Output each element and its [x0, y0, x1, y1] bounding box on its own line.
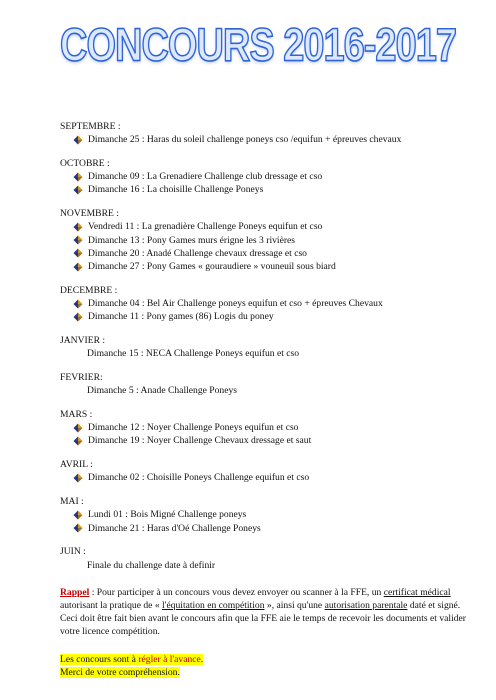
month-section: [60, 157, 470, 197]
event-text: Dimanche 21 : Haras d'Oé Challenge Poneys: [88, 522, 261, 534]
event-list: [60, 384, 470, 397]
thanks-text: Merci de votre compréhension.: [60, 666, 180, 678]
month-label: AVRIL :: [60, 459, 93, 471]
competition-riding-text: l'équitation en compétition: [162, 600, 265, 612]
month-section: [60, 458, 470, 484]
event-list: [60, 170, 470, 196]
pay-in-advance-text: régler à l'avance: [138, 653, 201, 665]
reminder-paragraph: [60, 586, 470, 639]
month-section: [60, 495, 470, 535]
event-item: [60, 434, 470, 447]
event-text: Dimanche 09 : La Grenadiere Challenge club dressage et cso: [88, 171, 323, 183]
event-text: Vendredi 11 : La grenadière Challenge Poneys equifun et cso: [88, 221, 323, 233]
arrow-bullet-icon: [73, 473, 83, 483]
month-label: OCTOBRE :: [60, 158, 110, 169]
event-list: [60, 133, 470, 146]
event-item: [60, 471, 470, 484]
event-text: Dimanche 13 : Pony Games murs érigne les 3 rivières: [88, 234, 296, 246]
event-text: Dimanche 15 : NECA Challenge Poneys equifun et cso: [87, 348, 300, 360]
event-list: [60, 347, 470, 360]
event-list: [60, 297, 470, 323]
month-section: [60, 408, 470, 448]
event-text: Dimanche 25 : Haras du soleil challenge poneys cso /equifun + épreuves chevaux: [88, 134, 402, 146]
month-label: JANVIER :: [60, 335, 106, 347]
parental-authorization-text: autorisation parentale: [324, 600, 408, 612]
month-label: MAI :: [60, 496, 84, 508]
event-list: [60, 471, 470, 484]
payment-note-text: Les concours sont à: [60, 653, 139, 665]
arrow-bullet-icon: [73, 312, 83, 322]
event-text: Finale du challenge date à definir: [87, 559, 216, 571]
event-item: [60, 247, 470, 260]
event-text: Dimanche 27 : Pony Games « gouraudiere » vouneuil sous biard: [88, 261, 336, 273]
event-item: [60, 559, 470, 572]
event-list: [60, 421, 470, 447]
month-section: [60, 120, 470, 146]
arrow-bullet-icon: [73, 185, 83, 195]
event-item: [60, 347, 470, 360]
page-title: CONCOURS 2016-2017: [60, 20, 456, 72]
month-section: [60, 334, 470, 360]
title-area: [0, 20, 496, 80]
arrow-bullet-icon: [73, 436, 83, 446]
reminder-text: : Pour participer à un concours vous devez envoyer ou scanner à la FFE, un: [89, 586, 384, 598]
event-text: Dimanche 20 : Anadé Challenge chevaux dressage et cso: [88, 247, 307, 259]
event-item: [60, 234, 470, 247]
reminder-text: autorisant la pratique de «: [60, 600, 163, 612]
month-label: DECEMBRE :: [60, 284, 118, 296]
month-label: MARS :: [60, 409, 93, 421]
arrow-bullet-icon: [73, 222, 83, 232]
event-item: [60, 310, 470, 323]
month-label: JUIN :: [60, 546, 86, 558]
month-label: SEPTEMBRE :: [60, 121, 121, 132]
arrow-bullet-icon: [73, 172, 83, 182]
reminder-keyword: Rappel: [60, 586, 90, 598]
month-section: [60, 207, 470, 273]
month-label: NOVEMBRE :: [60, 208, 119, 220]
event-text: Dimanche 11 : Pony games (86) Logis du poney: [88, 311, 274, 323]
arrow-bullet-icon: [73, 262, 83, 272]
reminder-text: », ainsi qu'une: [264, 600, 325, 612]
event-item: [60, 384, 470, 397]
event-item: [60, 421, 470, 434]
arrow-bullet-icon: [73, 523, 83, 533]
event-text: Dimanche 12 : Noyer Challenge Poneys equifun et cso: [88, 422, 299, 434]
event-item: [60, 170, 470, 183]
month-section: [60, 371, 470, 397]
event-item: [60, 183, 470, 196]
event-text: Dimanche 16 : La choisille Challenge Poneys: [88, 184, 264, 196]
event-item: [60, 297, 470, 310]
schedule-content: [60, 120, 470, 679]
arrow-bullet-icon: [73, 510, 83, 520]
month-section: [60, 284, 470, 324]
event-item: [60, 260, 470, 273]
payment-note-text: .: [200, 653, 204, 665]
event-text: Dimanche 04 : Bel Air Challenge poneys equifun et cso + épreuves Chevaux: [88, 298, 383, 310]
arrow-bullet-icon: [73, 423, 83, 433]
event-item: [60, 133, 470, 146]
payment-note-highlight: [60, 654, 203, 665]
arrow-bullet-icon: [73, 135, 83, 145]
event-list: [60, 220, 470, 273]
event-text: Dimanche 02 : Choisille Poneys Challenge equifun et cso: [88, 472, 310, 484]
event-list: [60, 559, 470, 572]
event-item: [60, 522, 470, 535]
month-label: FEVRIER:: [60, 372, 103, 384]
event-text: Lundi 01 : Bois Migné Challenge poneys: [88, 509, 247, 521]
payment-note: [60, 653, 470, 679]
event-text: Dimanche 19 : Noyer Challenge Chevaux dressage et saut: [88, 435, 312, 447]
month-section: [60, 545, 470, 571]
arrow-bullet-icon: [73, 299, 83, 309]
event-item: [60, 220, 470, 233]
medical-certificate-text: certificat médical: [383, 586, 451, 598]
arrow-bullet-icon: [73, 248, 83, 258]
event-item: [60, 508, 470, 521]
arrow-bullet-icon: [73, 235, 83, 245]
event-list: [60, 508, 470, 534]
reminder-text: daté et signé. Ceci doit être fait bien avant le concours afin que la FFE aie le temps de recevoir les documents et valider votre licence compétition.: [60, 600, 466, 638]
event-text: Dimanche 5 : Anade Challenge Poneys: [87, 385, 238, 397]
